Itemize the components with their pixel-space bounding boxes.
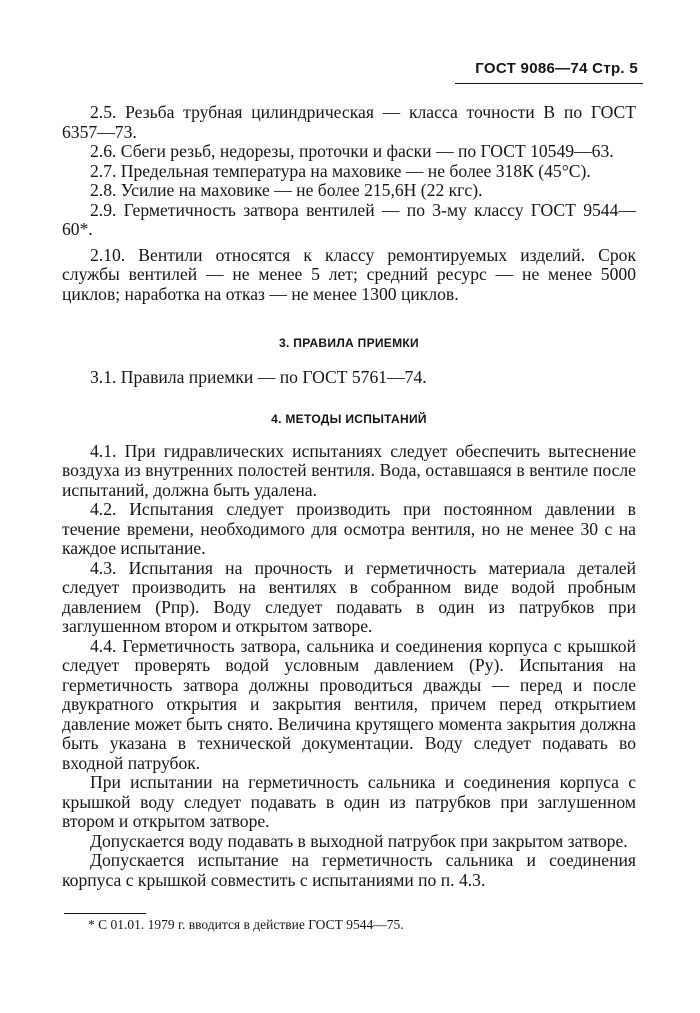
- paragraph-2-6: [62, 142, 636, 162]
- document-body: [62, 103, 636, 890]
- page-header: ГОСТ 9086—74 Стр. 5: [475, 60, 638, 77]
- paragraph-2-5: [62, 103, 636, 142]
- paragraph-4-4-outlet: [62, 832, 636, 852]
- paragraph-4-3-text: 4.3. Испытания на прочность и герметичность материала деталей следует производить на вентилях в собранном виде водой пробным давлением (Pпр). Воду следует подавать в один из патрубков при заглушенном втором и открытом затворе.: [62, 557, 636, 636]
- paragraph-3-1-text: 3.1. Правила приемки — по ГОСТ 5761—74.: [90, 367, 427, 387]
- paragraph-4-4-sealing: [62, 773, 636, 832]
- paragraph-4-3: [62, 559, 636, 637]
- paragraph-4-1: [62, 442, 636, 501]
- paragraph-2-10: [62, 246, 636, 305]
- paragraph-4-4-outlet-text: Допускается воду подавать в выходной патрубок при закрытом затворе.: [90, 830, 628, 851]
- paragraph-2-7-text: 2.7. Предельная температура на маховике — не более 318К (45°С).: [90, 160, 591, 181]
- header-rule: [455, 83, 643, 84]
- paragraph-4-2-text: 4.2. Испытания следует производить при постоянном давлении в течение времени, необходимого для осмотра вентиля, но не менее 30 с на каждое испытание.: [62, 499, 636, 558]
- paragraph-2-7: [62, 162, 636, 182]
- footnote: * С 01.01. 1979 г. вводится в действие ГОСТ 9544—75.: [88, 917, 404, 932]
- paragraph-2-10-text: 2.10. Вентили относятся к классу ремонтируемых изделий. Срок службы вентилей — не менее 5 лет; средний ресурс — не менее 5000 циклов; наработка на отказ — не менее 1300 циклов.: [62, 244, 636, 304]
- paragraph-2-8-text: 2.8. Усилие на маховике — не более 215,6Н (22 кгс).: [90, 180, 483, 200]
- section-4-title: 4. МЕТОДЫ ИСПЫТАНИЙ: [271, 411, 427, 426]
- paragraph-4-4-text: 4.4. Герметичность затвора, сальника и соединения корпуса с крышкой следует проверять водой условным давлением (Pу). Испытания на герметичность затвора должны проводиться дважды — перед и после двукратного открытия и закрытия вентиля, причем перед открытием давление может быть снято. Величина крутящего момента закрытия должна быть указана в технической документации. Воду следует подавать во входной патрубок.: [62, 635, 636, 773]
- paragraph-4-4: [62, 637, 636, 774]
- paragraph-2-8: [62, 181, 636, 201]
- paragraph-4-4-combined: [62, 851, 636, 890]
- section-3-title: 3. ПРАВИЛА ПРИЕМКИ: [279, 336, 419, 350]
- paragraph-4-2: [62, 500, 636, 559]
- footnote-rule: [64, 913, 146, 914]
- paragraph-2-9: [62, 201, 636, 240]
- paragraph-4-1-text: 4.1. При гидравлических испытаниях следует обеспечить вытеснение воздуха из внутренних полостей вентиля. Вода, оставшаяся в вентиле после испытаний, должна быть удалена.: [62, 440, 636, 500]
- paragraph-2-5-text: 2.5. Резьба трубная цилиндрическая — класса точности В по ГОСТ 6357—73.: [62, 102, 636, 142]
- paragraph-2-6-text: 2.6. Сбеги резьб, недорезы, проточки и фаски — по ГОСТ 10549—63.: [90, 141, 614, 161]
- paragraph-4-4-sealing-text: При испытании на герметичность сальника и соединения корпуса с крышкой воду следует подавать в один из патрубков при заглушенном втором и открытом затворе.: [62, 772, 636, 831]
- paragraph-2-9-text: 2.9. Герметичность затвора вентилей — по 3-му классу ГОСТ 9544—60*.: [62, 199, 636, 239]
- paragraph-3-1: [62, 368, 636, 388]
- paragraph-4-4-combined-text: Допускается испытание на герметичность сальника и соединения корпуса с крышкой совместить с испытаниями по п. 4.3.: [62, 850, 636, 890]
